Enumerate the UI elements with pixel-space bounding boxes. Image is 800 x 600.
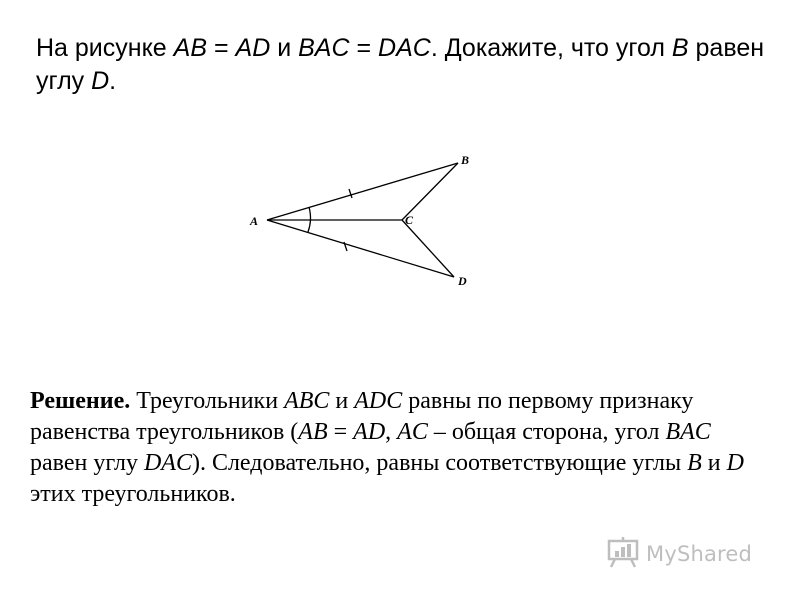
segment-ab: AB: [298, 419, 328, 445]
angle-bac: BAC: [298, 34, 350, 62]
problem-text: .: [109, 67, 117, 95]
solution-span: =: [327, 419, 354, 445]
solution-span: Треугольники: [130, 388, 285, 414]
triangle-abc: ABC: [284, 388, 330, 414]
vertex-label-b: B: [461, 153, 470, 167]
solution-span: и: [701, 450, 727, 476]
tick-mark-ab: [349, 189, 352, 198]
problem-text: =: [207, 34, 236, 62]
problem-statement: [36, 32, 776, 98]
angle-bac: BAC: [665, 419, 711, 445]
angle-dac: DAC: [378, 34, 431, 62]
angle-dac: DAC: [143, 450, 192, 476]
figure-svg: [240, 145, 490, 295]
segment-ad-line: [267, 220, 454, 277]
vertex-label-a: A: [250, 214, 259, 228]
segment-ac: AC: [397, 419, 428, 445]
solution-span: этих треугольников.: [30, 481, 236, 507]
solution-heading: Решение.: [30, 388, 131, 414]
segment-ad: AD: [235, 34, 271, 62]
solution-span: ). Следовательно, равны соответствующие углы: [191, 450, 688, 476]
problem-text: . Докажите, что угол: [430, 34, 672, 62]
solution-span: равны по первому признаку равенства треугольников (: [30, 388, 694, 445]
vertex-label-c: C: [405, 213, 414, 227]
solution-span: – общая сторона, угол: [427, 419, 666, 445]
angle-arc-dac: [308, 220, 311, 232]
presentation-board-icon: [606, 535, 640, 574]
solution-span: равен углу: [30, 450, 144, 476]
watermark-text: MyShared: [646, 542, 753, 566]
problem-text: =: [349, 34, 379, 62]
problem-text: равен углу: [36, 34, 765, 95]
segment-ad: AD: [353, 419, 386, 445]
segment-ab: AB: [173, 34, 208, 62]
angle-arc-bac: [309, 207, 311, 220]
angle-b: B: [687, 450, 702, 476]
geometry-figure: [240, 145, 490, 295]
solution-span: ,: [385, 419, 398, 445]
myshared-watermark: [606, 536, 752, 572]
vertex-label-d: D: [458, 274, 467, 288]
angle-d: D: [91, 67, 110, 95]
angle-d: D: [726, 450, 744, 476]
triangle-adc: ADC: [354, 388, 403, 414]
solution-span: и: [329, 388, 355, 414]
solution-text: [30, 386, 750, 510]
problem-text: и: [270, 34, 299, 62]
angle-b: B: [671, 34, 689, 62]
problem-text: На рисунке: [36, 34, 174, 62]
